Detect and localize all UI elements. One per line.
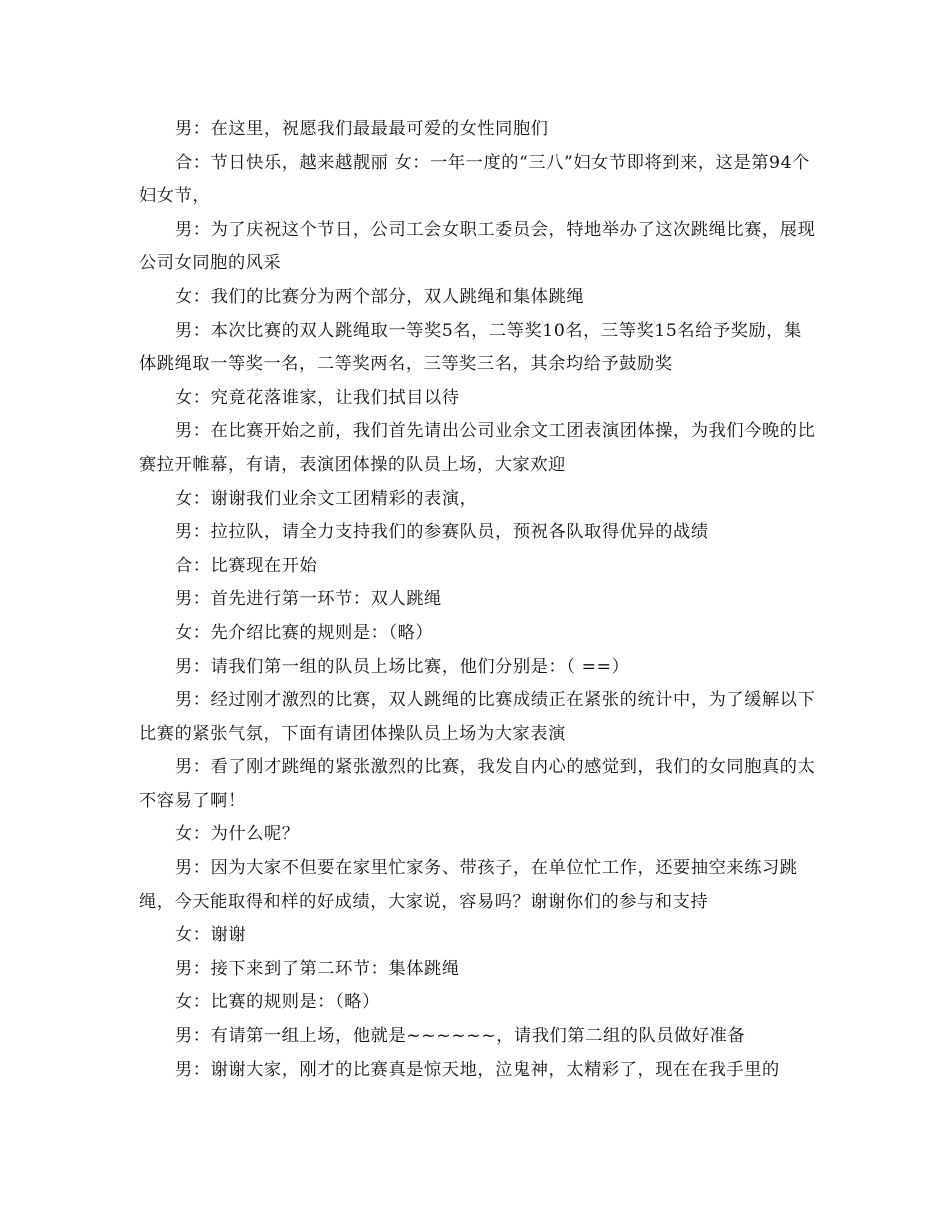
paragraph: 男：因为大家不但要在家里忙家务、带孩子，在单位忙工作，还要抽空来练习跳绳，今天能取得和样的好成绩，大家说，容易吗？谢谢你们的参与和支持 [139, 858, 798, 912]
paragraph: 女：比赛的规则是：（略） [175, 992, 380, 1013]
paragraph: 合：比赛现在开始 [175, 555, 318, 576]
paragraph: 合：节日快乐，越来越靓丽 女：一年一度的“三八”妇女节即将到来，这是第94个妇女节， [139, 152, 810, 207]
paragraph: 女：谢谢我们业余文工团精彩的表演， [175, 488, 478, 509]
paragraph: 男：请我们第一组的队员上场比赛，他们分别是：（ ==） [175, 656, 630, 677]
paragraph: 男：谢谢大家，刚才的比赛真是惊天地，泣鬼神，太精彩了，现在在我手里的 [175, 1059, 780, 1080]
paragraph: 男：在这里，祝愿我们最最最可爱的女性同胞们 [175, 119, 549, 139]
paragraph: 男：在比赛开始之前，我们首先请出公司业余文工团表演团体操，为我们今晚的比赛拉开帷幕，有请，表演团体操的队员上场，大家欢迎 [139, 421, 816, 475]
paragraph: 女：究竟花落谁家，让我们拭目以待 [175, 387, 460, 408]
paragraph: 男：看了刚才跳绳的紧张激烈的比赛，我发自内心的感觉到，我们的女同胞真的太不容易了啊！ [139, 757, 816, 811]
paragraph: 男：为了庆祝这个节日，公司工会女职工委员会，特地举办了这次跳绳比赛，展现公司女同胞的风采 [139, 219, 816, 274]
paragraph: 男：有请第一组上场，他就是~~~~~~，请我们第二组的队员做好准备 [175, 1026, 746, 1047]
paragraph: 女：为什么呢？ [175, 824, 300, 845]
paragraph: 男：拉拉队，请全力支持我们的参赛队员，预祝各队取得优异的战绩 [175, 522, 709, 543]
paragraph: 男：首先进行第一环节：双人跳绳 [175, 589, 442, 610]
paragraph: 女：谢谢 [175, 925, 247, 946]
paragraph: 男：经过刚才激烈的比赛，双人跳绳的比赛成绩正在紧张的统计中，为了缓解以下比赛的紧张气氛，下面有请团体操队员上场为大家表演 [139, 690, 816, 744]
paragraph: 女：先介绍比赛的规则是：（略） [175, 622, 434, 643]
paragraph: 男：本次比赛的双人跳绳取一等奖5名，二等奖10名，三等奖15名给予奖励，集体跳绳取一等奖一名，二等奖两名，三等奖三名，其余均给予鼓励奖 [139, 320, 802, 375]
paragraph: 女：我们的比赛分为两个部分，双人跳绳和集体跳绳 [175, 286, 585, 307]
document-body [139, 113, 819, 1087]
paragraph: 男：接下来到了第二环节：集体跳绳 [175, 958, 460, 979]
